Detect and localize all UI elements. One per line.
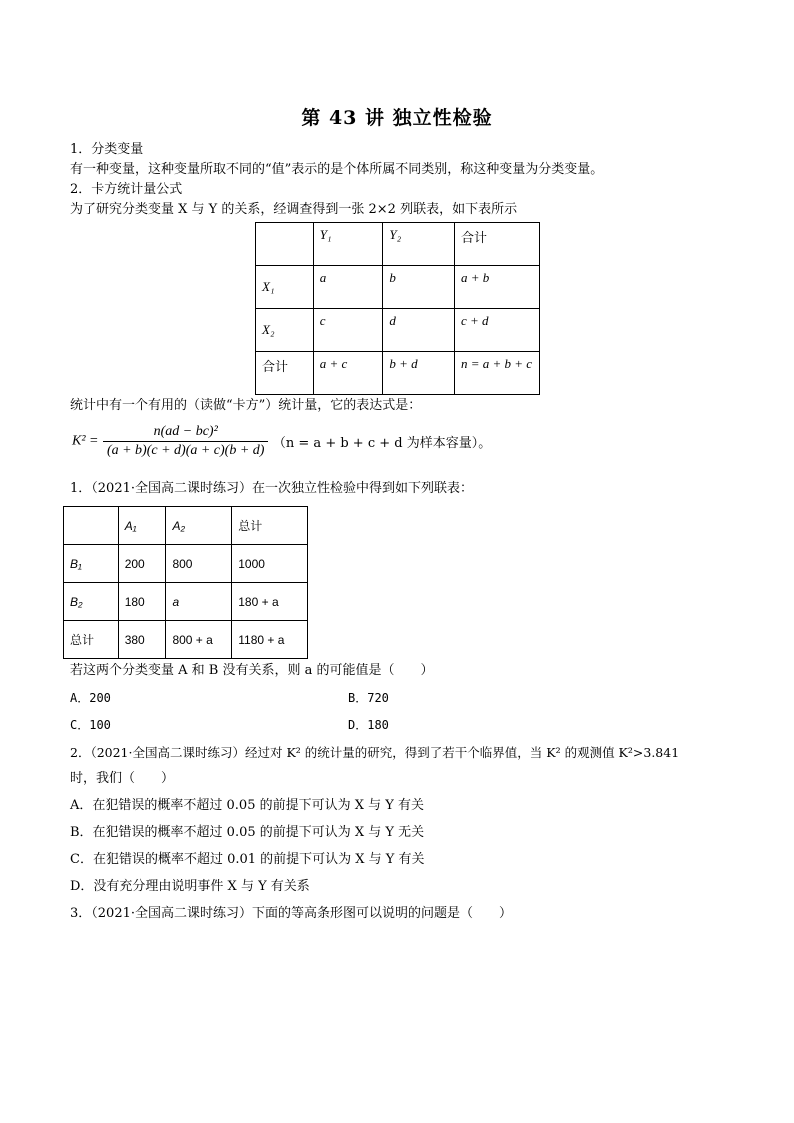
table-cell: 总计 [64, 621, 119, 659]
question-2-option-a: A．在犯错误的概率不超过 0.05 的前提下可认为 X 与 Y 有关 [70, 798, 424, 813]
question-2-option-c: C．在犯错误的概率不超过 0.01 的前提下可认为 X 与 Y 有关 [70, 852, 425, 867]
table-cell: a [313, 266, 383, 309]
table-row [64, 621, 308, 659]
table-cell: 1180 + a [232, 621, 308, 659]
table-cell: 200 [118, 545, 166, 583]
table-cell: A₂ [166, 507, 232, 545]
statistic-intro: 统计中有一个有用的（读做“卡方”）统计量，它的表达式是： [70, 398, 422, 413]
chi-square-formula [72, 424, 491, 459]
question-1-option-a: A．200 [70, 691, 111, 705]
table-row [64, 507, 308, 545]
table-cell: Y₂ [383, 223, 455, 266]
question-1-stem: 1．（2021·全国高二课时练习）在一次独立性检验中得到如下列联表： [70, 481, 473, 496]
question-2-option-b: B．在犯错误的概率不超过 0.05 的前提下可认为 X 与 Y 无关 [70, 825, 425, 840]
table-row [256, 223, 540, 266]
table-cell: B₁ [64, 545, 119, 583]
table-cell [64, 507, 119, 545]
section-1-heading: 1．分类变量 [70, 142, 144, 157]
formula-numerator: n(ad − bc)² [103, 424, 269, 442]
table-cell: Y₁ [313, 223, 383, 266]
formula-fraction [103, 424, 269, 459]
table-cell: c + d [454, 309, 539, 352]
table-row [256, 266, 540, 309]
table-cell: 800 [166, 545, 232, 583]
question-1-option-c: C．100 [70, 718, 111, 732]
table-cell: 180 [118, 583, 166, 621]
table-cell: X₂ [256, 309, 314, 352]
formula-lhs: K² = [72, 433, 99, 449]
section-2-intro: 为了研究分类变量 X 与 Y 的关系，经调查得到一张 2×2 列联表，如下表所示 [70, 202, 518, 217]
question-1-option-b: B．720 [348, 691, 389, 705]
section-2-heading: 2．卡方统计量公式 [70, 182, 183, 197]
table-cell: 总计 [232, 507, 308, 545]
question-2-option-d: D．没有充分理由说明事件 X 与 Y 有关系 [70, 879, 310, 894]
table-row [64, 583, 308, 621]
section-1-text: 有一种变量，这种变量所取不同的“值”表示的是个体所属不同类别，称这种变量为分类变量。 [70, 162, 604, 177]
table-cell: X₁ [256, 266, 314, 309]
question-3-stem: 3．（2021·全国高二课时练习）下面的等高条形图可以说明的问题是（ ） [70, 906, 512, 921]
formula-denominator: (a + b)(c + d)(a + c)(b + d) [106, 443, 265, 458]
table-cell: A₁ [118, 507, 166, 545]
table-cell: n = a + b + c [454, 352, 539, 395]
table-cell: b + d [383, 352, 455, 395]
table-cell: 180 + a [232, 583, 308, 621]
table-cell: 合计 [256, 352, 314, 395]
question-1-table [63, 506, 308, 659]
table-cell: 1000 [232, 545, 308, 583]
question-2-stem-line-1: 2．（2021·全国高二课时练习）经过对 K² 的统计量的研究，得到了若干个临界值，当 K² 的观测值 K²>3.841 [70, 745, 680, 760]
table-cell: a + b [454, 266, 539, 309]
formula-note: （n = a + b + c + d 为样本容量）。 [272, 436, 492, 451]
table-cell: b [383, 266, 455, 309]
contingency-table-general [255, 222, 540, 395]
table-cell: c [313, 309, 383, 352]
question-1-text: 若这两个分类变量 A 和 B 没有关系，则 a 的可能值是（ ） [70, 663, 434, 678]
question-1-option-d: D．180 [348, 718, 389, 732]
table-row [256, 309, 540, 352]
table-cell: a + c [313, 352, 383, 395]
table-cell: 800 + a [166, 621, 232, 659]
table-row [256, 352, 540, 395]
table-cell [256, 223, 314, 266]
question-2-stem-line-2: 时，我们（ ） [70, 771, 175, 786]
table-cell: B₂ [64, 583, 119, 621]
table-cell: d [383, 309, 455, 352]
table-cell: a [166, 583, 232, 621]
table-cell: 380 [118, 621, 166, 659]
table-cell: 合计 [454, 223, 539, 266]
table-row [64, 545, 308, 583]
page-title: 第 43 讲 独立性检验 [301, 107, 493, 129]
